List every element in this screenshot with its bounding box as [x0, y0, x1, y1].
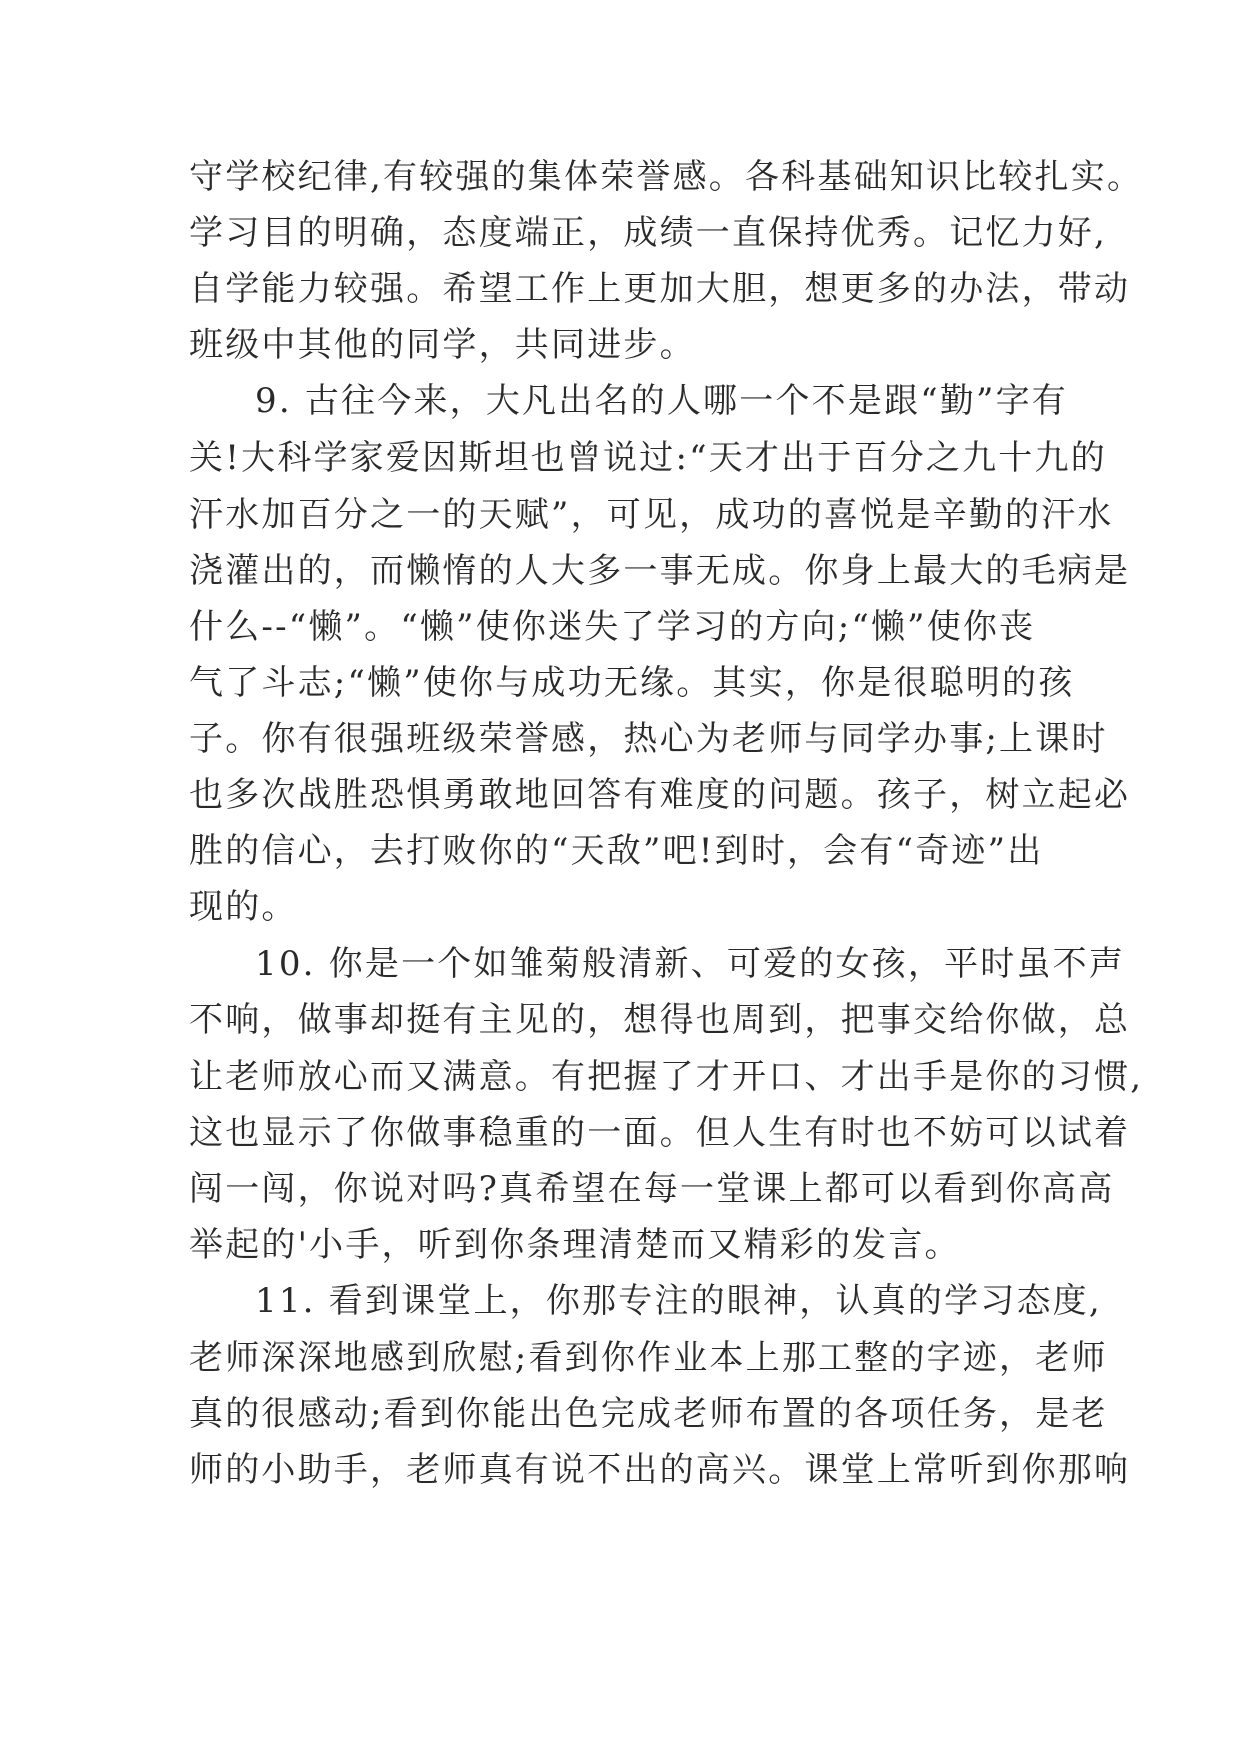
text-line: 师的小助手，老师真有说不出的高兴。课堂上常听到你那响 [189, 1450, 1131, 1490]
text-line: 真的很感动;看到你能出色完成老师布置的各项任务，是老 [189, 1394, 1108, 1434]
text-line: 子。你有很强班级荣誉感，热心为老师与同学办事;上课时 [189, 719, 1108, 759]
text-line: 守学校纪律,有较强的集体荣誉感。各科基础知识比较扎实。 [189, 157, 1144, 197]
text-line: 汗水加百分之一的天赋”，可见，成功的喜悦是辛勤的汗水 [189, 495, 1114, 535]
text-line: 老师深深地感到欣慰;看到你作业本上那工整的字迹，老师 [189, 1338, 1108, 1378]
paragraph-9-start: 9. 古往今来，大凡出名的人哪一个不是跟“勤”字有 [255, 381, 1069, 421]
text-line: 举起的'小手，听到你条理清楚而又精彩的发言。 [189, 1225, 961, 1265]
text-line: 学习目的明确，态度端正，成绩一直保持优秀。记忆力好, [189, 213, 1108, 253]
text-line: 胜的信心，去打败你的“天敌”吧!到时，会有“奇迹”出 [189, 831, 1044, 871]
text-line: 闯一闯，你说对吗?真希望在每一堂课上都可以看到你高高 [189, 1169, 1115, 1209]
paragraph-11-start: 11. 看到课堂上，你那专注的眼神，认真的学习态度, [255, 1281, 1102, 1321]
text-line: 班级中其他的同学，共同进步。 [189, 325, 696, 365]
text-line: 现的。 [189, 887, 298, 927]
text-line: 关!大科学家爱因斯坦也曾说过:“天才出于百分之九十九的 [189, 438, 1107, 478]
text-line: 浇灌出的，而懒惰的人大多一事无成。你身上最大的毛病是 [189, 551, 1131, 591]
text-line: 气了斗志;“懒”使你与成功无缘。其实，你是很聪明的孩 [189, 663, 1075, 703]
text-line: 这也显示了你做事稳重的一面。但人生有时也不妨可以试着 [189, 1113, 1131, 1153]
text-line: 自学能力较强。希望工作上更加大胆，想更多的办法，带动 [189, 269, 1131, 309]
paragraph-10-start: 10. 你是一个如雏菊般清新、可爱的女孩，平时虽不声 [255, 944, 1126, 984]
text-line: 也多次战胜恐惧勇敢地回答有难度的问题。孩子，树立起必 [189, 775, 1131, 815]
text-line: 什么--“懒”。“懒”使你迷失了学习的方向;“懒”使你丧 [189, 607, 1036, 647]
text-line: 让老师放心而又满意。有把握了才开口、才出手是你的习惯, [189, 1057, 1144, 1097]
text-line: 不响，做事却挺有主见的，想得也周到，把事交给你做，总 [189, 1000, 1131, 1040]
